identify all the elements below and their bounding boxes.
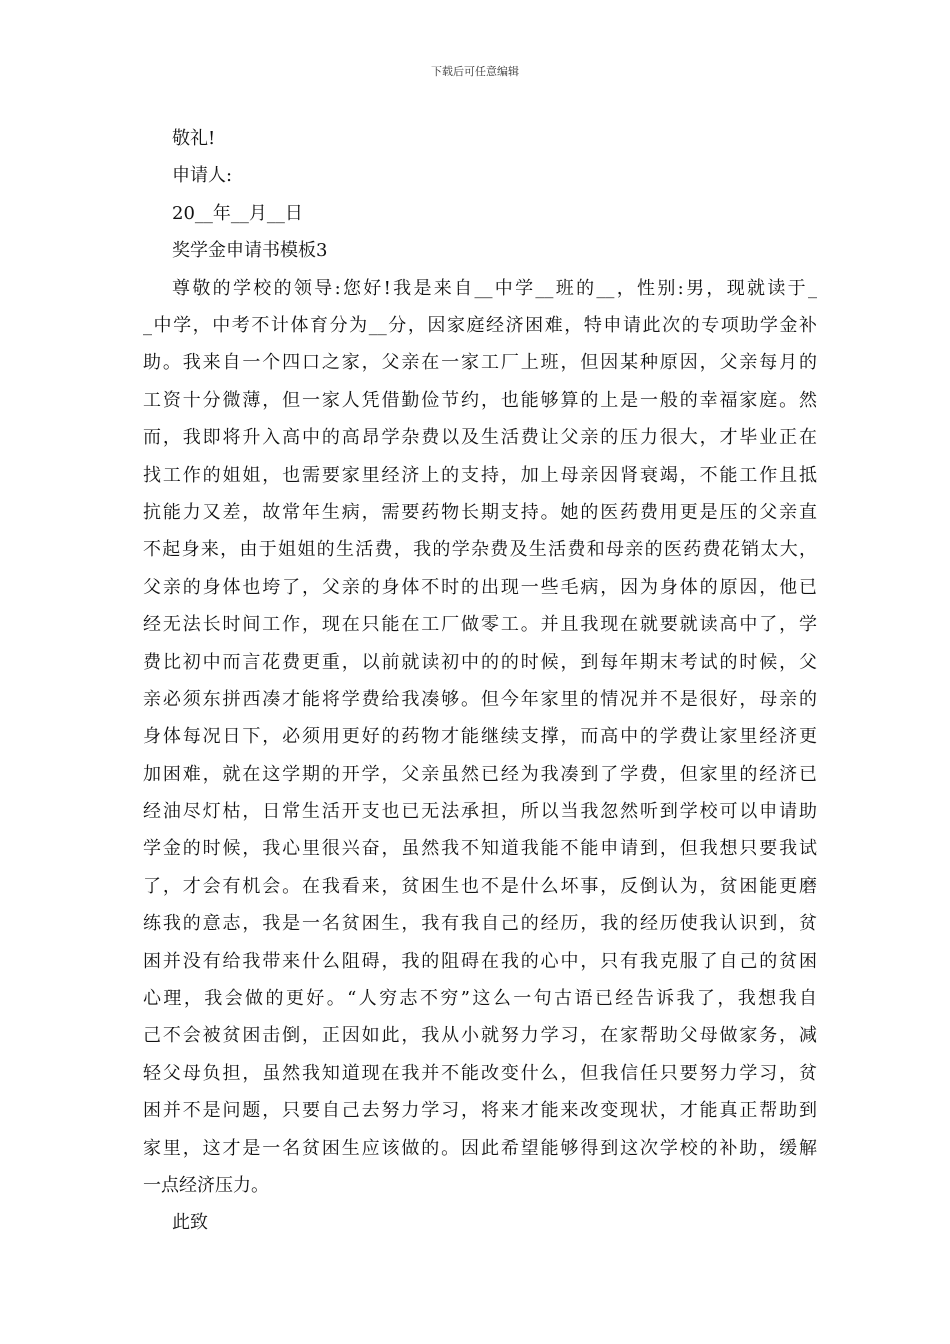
applicant-label: 申请人: — [172, 165, 233, 187]
paragraph-line: 尊敬的学校的领导:您好!我是来自__中学__班的__，性别:男，现就读于_ — [172, 277, 818, 299]
paragraph-line: 经无法长时间工作，现在只能在工厂做零工。并且我现在就要就读高中了，学 — [143, 614, 817, 636]
paragraph-line: 助。我来自一个四口之家，父亲在一家工厂上班，但因某种原因，父亲每月的 — [143, 352, 817, 374]
closing-phrase: 此致 — [172, 1212, 208, 1234]
paragraph-line: 找工作的姐姐，也需要家里经济上的支持，加上母亲因肾衰竭，不能工作且抵 — [143, 464, 817, 486]
paragraph-line: 轻父母负担，虽然我知道现在我并不能改变什么，但我信任只要努力学习，贫 — [143, 1062, 817, 1084]
paragraph-line: 而，我即将升入高中的高昂学杂费以及生活费让父亲的压力很大，才毕业正在 — [143, 427, 817, 449]
paragraph-line: 加困难，就在这学期的开学，父亲虽然已经为我凑到了学费，但家里的经济已 — [143, 763, 817, 785]
document-body — [143, 120, 817, 1242]
closing-salute: 敬礼! — [172, 128, 216, 149]
paragraph-line: 己不会被贫困击倒，正因如此，我从小就努力学习，在家帮助父母做家务，减 — [143, 1025, 817, 1047]
paragraph-line: 困并没有给我带来什么阻碍，我的阻碍在我的心中，只有我克服了自己的贫困 — [143, 950, 817, 972]
date-line: 20__年__月__日 — [172, 202, 303, 224]
paragraph-line: 父亲的身体也垮了，父亲的身体不时的出现一些毛病，因为身体的原因，他已 — [143, 576, 817, 598]
paragraph-line: 练我的意志，我是一名贫困生，我有我自己的经历，我的经历使我认识到，贫 — [143, 913, 817, 935]
paragraph-line: 困并不是问题，只要自己去努力学习，将来才能来改变现状，才能真正帮助到 — [143, 1100, 817, 1122]
paragraph-line: 一点经济压力。 — [143, 1175, 269, 1196]
paragraph-line: _中学，中考不计体育分为__分，因家庭经济困难，特申请此次的专项助学金补 — [143, 315, 817, 337]
paragraph-line: 工资十分微薄，但一家人凭借勤俭节约，也能够算的上是一般的幸福家庭。然 — [143, 389, 817, 411]
paragraph-line: 家里，这才是一名贫困生应该做的。因此希望能够得到这次学校的补助，缓解 — [143, 1137, 817, 1159]
paragraph-line: 学金的时候，我心里很兴奋，虽然我不知道我能不能申请到，但我想只要我试 — [143, 838, 817, 860]
paragraph-line: 不起身来，由于姐姐的生活费，我的学杂费及生活费和母亲的医药费花销太大， — [143, 539, 817, 561]
paragraph-line: 身体每况日下，必须用更好的药物才能继续支撑，而高中的学费让家里经济更 — [143, 726, 817, 748]
letter-paragraph — [143, 270, 817, 1205]
page-header-note: 下载后可任意编辑 — [431, 65, 519, 78]
paragraph-line: 经油尽灯枯，日常生活开支也已无法承担，所以当我忽然听到学校可以申请助 — [143, 801, 817, 823]
section-title: 奖学金申请书模板3 — [172, 240, 328, 262]
paragraph-line: 心理，我会做的更好。“人穷志不穷”这么一句古语已经告诉我了，我想我自 — [143, 988, 817, 1010]
paragraph-line: 了，才会有机会。在我看来，贫困生也不是什么坏事，反倒认为，贫困能更磨 — [143, 875, 817, 897]
paragraph-line: 抗能力又差，故常年生病，需要药物长期支持。她的医药费用更是压的父亲直 — [143, 501, 817, 523]
paragraph-line: 费比初中而言花费更重，以前就读初中的的时候，到每年期末考试的时候，父 — [143, 651, 817, 673]
paragraph-line: 亲必须东拼西凑才能将学费给我凑够。但今年家里的情况并不是很好，母亲的 — [143, 688, 817, 710]
